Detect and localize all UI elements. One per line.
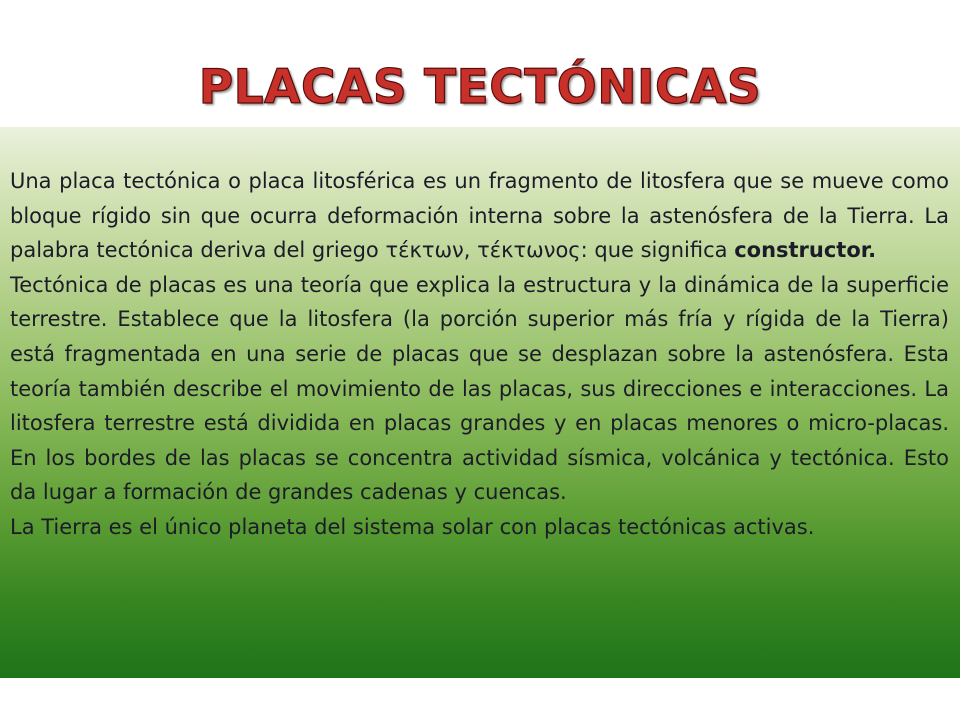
emphasis-constructor: constructor. (734, 238, 877, 263)
slide-title: PLACAS TECTÓNICAS (198, 60, 762, 115)
paragraph-definition-text: Una placa tectónica o placa litosférica es un fragmento de litosfera que se mueve como bloque rígido sin que ocurra deformación interna sobre la astenósfera de la Tierra. La palabra tectónica deriva del griego τέκτων, τέκτωνος: que significa (10, 169, 949, 263)
paragraph-plate-tectonics: Tectónica de placas es una teoría que explica la estructura y la dinámica de la superficie terrestre. Establece que la litosfera (la porción superior más fría y rígida de la Tierra) está fragmentada en una serie de placas que se desplazan sobre la astenósfera. Esta teoría también describe el movimiento de las placas, sus direcciones e interacciones. La litosfera terrestre está dividida en placas grandes y en placas menores o micro-placas. En los bordes de las placas se concentra actividad sísmica, volcánica y tectónica. Esto da lugar a formación de grandes cadenas y cuencas. (10, 272, 949, 505)
slide-body (10, 164, 949, 545)
paragraph-definition (10, 164, 949, 268)
paragraph-earth-unique: La Tierra es el único planeta del sistema solar con placas tectónicas activas. (10, 514, 815, 539)
